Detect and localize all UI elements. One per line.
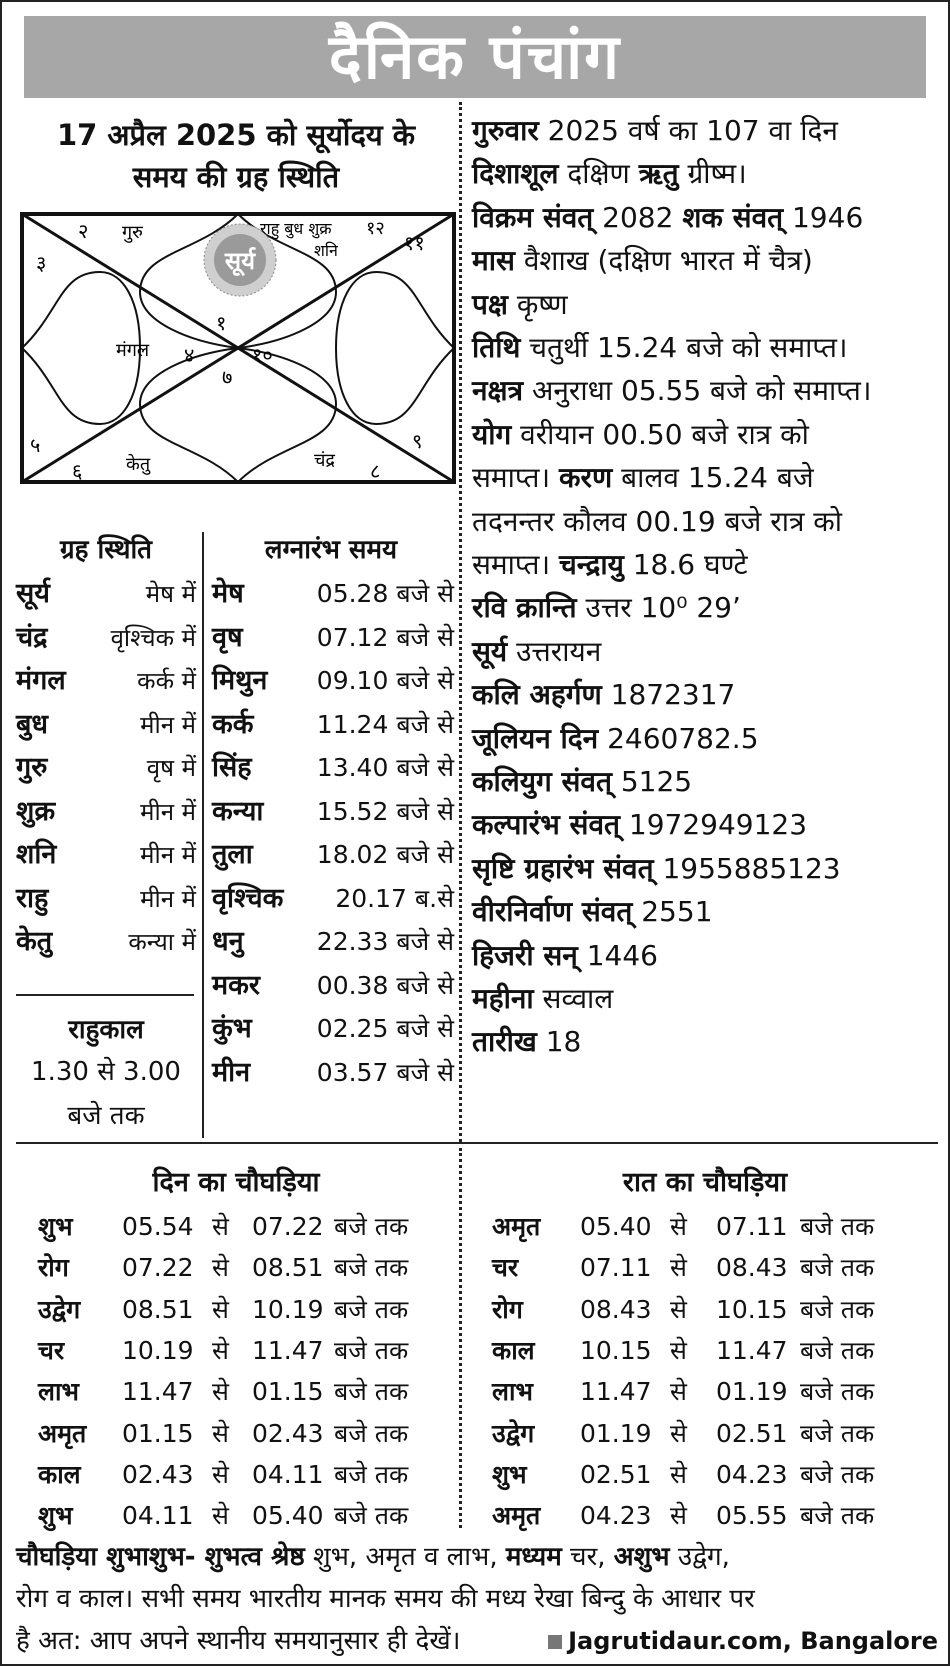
rashi-name: मेष xyxy=(212,578,244,609)
choghadiya-name: उद्वेग xyxy=(38,1294,81,1324)
choghadiya-name: अमृत xyxy=(492,1501,541,1531)
choghadiya-tak: बजे तक xyxy=(800,1335,875,1365)
graha-row xyxy=(16,616,196,660)
choghadiya-from: 11.47 xyxy=(580,1377,652,1407)
panchang-line xyxy=(472,195,942,241)
lagna-row xyxy=(212,616,454,660)
panchang-line xyxy=(472,282,942,328)
panchang-line xyxy=(472,151,942,197)
rashi-name: सिंह xyxy=(212,752,252,783)
footer-line: है अत: आप अपने स्थानीय समयानुसार ही देखें। xyxy=(16,1626,461,1656)
choghadiya-row xyxy=(480,1206,920,1247)
planet-sign: वृष में xyxy=(146,754,196,782)
choghadiya-tak: बजे तक xyxy=(334,1294,409,1324)
planet-chandra: चंद्र xyxy=(314,450,335,471)
panchang-key: तिथि xyxy=(472,331,521,364)
house-number: १२ xyxy=(366,218,385,239)
rashi-name: धनु xyxy=(212,926,244,957)
panchang-key: हिजरी सन् xyxy=(472,938,578,972)
panchang-line xyxy=(472,542,942,588)
choghadiya-from: 05.54 xyxy=(122,1212,194,1241)
rashi-name: कन्या xyxy=(212,795,264,827)
panchang-key: सृष्टि ग्रहारंभ संवत् xyxy=(472,851,654,885)
panchang-value: 18.6 घण्टे xyxy=(623,548,748,581)
panchang-key: तारीख xyxy=(472,1025,537,1059)
choghadiya-row xyxy=(22,1330,462,1371)
panchang-value: 1955885123 xyxy=(653,851,841,885)
graha-row xyxy=(16,659,196,703)
choghadiya-tak: बजे तक xyxy=(334,1335,409,1365)
panchang-line xyxy=(472,325,942,371)
panchang-line xyxy=(472,933,942,979)
choghadiya-name: शुभ xyxy=(492,1459,527,1489)
graha-row xyxy=(16,920,196,964)
choghadiya-se: से xyxy=(670,1253,687,1283)
choghadiya-to: 08.43 xyxy=(716,1253,788,1283)
choghadiya-to: 04.23 xyxy=(716,1459,788,1489)
footer-bold: चौघड़िया शुभाशुभ- शुभत्व श्रेष्ठ xyxy=(16,1542,305,1572)
lagna-time: 15.52 बजे से xyxy=(316,796,454,826)
lagna-row xyxy=(212,746,454,790)
planet-sign: वृश्चिक में xyxy=(110,623,196,652)
lagna-row xyxy=(212,572,454,616)
rashi-name: कर्क xyxy=(212,708,254,740)
lagna-time: 09.10 बजे से xyxy=(316,666,454,695)
planet-sign: मीन में xyxy=(140,797,196,826)
panchang-value: 1446 xyxy=(577,938,658,972)
choghadiya-to: 02.43 xyxy=(252,1418,324,1448)
graha-row xyxy=(16,877,196,921)
panchang-value: 2082 xyxy=(593,200,683,234)
graha-row xyxy=(16,833,196,877)
choghadiya-se: से xyxy=(670,1501,687,1531)
panchang-line xyxy=(472,108,942,154)
choghadiya-row xyxy=(22,1206,462,1247)
choghadiya-row xyxy=(480,1454,920,1495)
lagna-time: 20.17 ब.से xyxy=(335,883,454,913)
rahukal-heading: राहुकाल xyxy=(68,1015,144,1045)
raat-choghadiya-heading: रात का चौघड़िया xyxy=(622,1167,788,1198)
lagna-row xyxy=(212,964,454,1008)
planet-name: शनि xyxy=(16,839,57,870)
choghadiya-to: 08.51 xyxy=(252,1253,324,1283)
choghadiya-name: काल xyxy=(38,1459,81,1489)
choghadiya-from: 07.11 xyxy=(580,1253,652,1283)
lagna-row xyxy=(212,703,454,747)
panchang-value: चतुर्थी 15.24 बजे को समाप्त। xyxy=(520,331,848,364)
chart-heading-line-2: समय की ग्रह स्थिति xyxy=(132,160,340,194)
planet-name: गुरु xyxy=(16,752,48,783)
panchang-value: 2551 xyxy=(632,895,713,929)
choghadiya-se: से xyxy=(670,1418,687,1448)
panchang-line xyxy=(472,238,942,284)
planet-name: राहु xyxy=(16,882,49,914)
choghadiya-to: 07.11 xyxy=(716,1212,788,1241)
planet-guru: गुरु xyxy=(122,222,143,243)
planet-sign: मीन में xyxy=(140,710,196,739)
choghadiya-tak: बजे तक xyxy=(334,1212,409,1241)
planet-surya: सूर्य xyxy=(224,247,256,275)
planet-name: केतु xyxy=(16,926,53,957)
choghadiya-to: 01.15 xyxy=(252,1377,324,1407)
planet-sign: मेष में xyxy=(145,580,196,608)
din-choghadiya-heading: दिन का चौघड़िया xyxy=(152,1167,320,1198)
footer-note xyxy=(16,1536,938,1662)
panchang-value: सव्वाल xyxy=(533,982,614,1015)
house-number: २ xyxy=(78,219,89,243)
footer-text: चर, xyxy=(561,1542,614,1572)
choghadiya-to: 10.15 xyxy=(716,1294,788,1324)
panchang-line xyxy=(472,455,942,501)
choghadiya-from: 02.43 xyxy=(122,1459,194,1489)
choghadiya-row xyxy=(22,1371,462,1412)
panchang-value: समाप्त। xyxy=(472,548,560,581)
choghadiya-tak: बजे तक xyxy=(800,1377,875,1407)
choghadiya-tak: बजे तक xyxy=(800,1418,875,1448)
panchang-line xyxy=(472,1019,942,1065)
rahukal-time: 1.30 से 3.00 xyxy=(31,1057,181,1087)
rashi-name: मीन xyxy=(212,1056,251,1088)
choghadiya-name: लाभ xyxy=(492,1377,534,1407)
rashi-name: मिथुन xyxy=(212,665,268,696)
lagna-time: 18.02 बजे से xyxy=(316,840,454,869)
planet-top-right: राहु बुध शुक्र xyxy=(260,219,332,238)
choghadiya-se: से xyxy=(670,1294,687,1324)
planet-mangal: मंगल xyxy=(116,340,150,361)
panchang-key: जूलियन दिन xyxy=(472,721,599,755)
choghadiya-tak: बजे तक xyxy=(334,1418,409,1448)
choghadiya-se: से xyxy=(670,1459,687,1489)
choghadiya-se: से xyxy=(212,1212,229,1241)
panchang-value: समाप्त। xyxy=(472,461,560,495)
choghadiya-from: 08.43 xyxy=(580,1294,652,1324)
choghadiya-tak: बजे तक xyxy=(334,1377,409,1407)
house-number: ११ xyxy=(404,231,425,255)
panchang-value: वरीयान 00.50 बजे रात्र को xyxy=(511,417,809,451)
rahukal-suffix: बजे तक xyxy=(67,1101,145,1131)
choghadiya-to: 11.47 xyxy=(716,1335,788,1365)
choghadiya-se: से xyxy=(670,1377,687,1407)
choghadiya-name: काल xyxy=(492,1335,535,1365)
choghadiya-to: 11.47 xyxy=(252,1335,324,1365)
panchang-key: चन्द्रायु xyxy=(559,548,624,581)
panchang-key: ऋतु xyxy=(638,157,679,191)
footer-bold: अशुभ xyxy=(613,1542,670,1572)
choghadiya-name: चर xyxy=(492,1253,519,1283)
choghadiya-se: से xyxy=(212,1501,229,1531)
panchang-value: दक्षिण xyxy=(558,157,639,191)
panchang-line xyxy=(472,759,942,805)
planet-sign: मीन में xyxy=(140,884,196,913)
choghadiya-row xyxy=(480,1495,920,1536)
panchang-key: कलियुग संवत् xyxy=(472,765,612,798)
kundli-chart xyxy=(20,212,456,484)
panchang-line xyxy=(472,672,942,718)
panchang-value: बालव 15.24 बजे xyxy=(612,461,814,495)
title-banner xyxy=(24,16,926,98)
house-number: १० xyxy=(252,343,273,367)
graha-row xyxy=(16,572,196,616)
house-number: ४ xyxy=(184,343,195,367)
lagna-time: 02.25 बजे से xyxy=(316,1014,454,1043)
lagnarambh-heading: लग्नारंभ समय xyxy=(264,535,398,565)
choghadiya-name: रोग xyxy=(492,1294,523,1324)
choghadiya-from: 11.47 xyxy=(122,1377,194,1407)
footer-line: रोग व काल। सभी समय भारतीय मानक समय की मध्य रेखा बिन्दु के आधार पर xyxy=(16,1584,755,1614)
divider xyxy=(202,532,204,1138)
credit-text: Jagrutidaur.com, Bangalore xyxy=(568,1627,938,1655)
footer-bold: मध्यम xyxy=(505,1542,562,1572)
choghadiya-from: 08.51 xyxy=(122,1294,194,1324)
choghadiya-name: अमृत xyxy=(38,1418,87,1448)
panchang-line xyxy=(472,412,942,458)
choghadiya-row xyxy=(22,1413,462,1454)
panchang-value: 1872317 xyxy=(601,678,736,712)
choghadiya-se: से xyxy=(212,1377,229,1407)
credit xyxy=(548,1620,938,1662)
choghadiya-to: 04.11 xyxy=(252,1459,324,1489)
choghadiya-to: 05.55 xyxy=(716,1501,788,1531)
choghadiya-name: शुभ xyxy=(38,1501,73,1531)
panchang-line xyxy=(472,368,942,414)
choghadiya-row xyxy=(480,1247,920,1288)
panchang-key: रवि क्रान्ति xyxy=(472,591,577,625)
lagna-time: 13.40 बजे से xyxy=(316,753,454,782)
panchang-value: उत्तरायन xyxy=(507,634,602,668)
panchang-value: 2460782.5 xyxy=(598,721,759,755)
panchang-line xyxy=(472,976,942,1022)
square-icon xyxy=(548,1635,562,1649)
planet-sign: मीन में xyxy=(140,841,196,869)
choghadiya-row xyxy=(22,1495,462,1536)
rashi-name: वृश्चिक xyxy=(212,882,284,914)
planet-shani: शनि xyxy=(314,241,338,260)
choghadiya-se: से xyxy=(212,1459,229,1489)
panchang-key: महीना xyxy=(472,982,534,1015)
choghadiya-row xyxy=(480,1371,920,1412)
choghadiya-from: 04.11 xyxy=(122,1501,194,1531)
planet-name: बुध xyxy=(16,708,49,740)
choghadiya-row xyxy=(22,1454,462,1495)
lagna-time: 05.28 बजे से xyxy=(316,579,454,608)
lagna-time: 07.12 बजे से xyxy=(316,622,454,652)
choghadiya-row xyxy=(480,1289,920,1330)
panchang-key: कल्पारंभ संवत् xyxy=(472,808,621,842)
planet-name: मंगल xyxy=(16,665,66,696)
choghadiya-se: से xyxy=(212,1335,229,1365)
panchang-value: उत्तर 10⁰ 29’ xyxy=(576,591,741,625)
rashi-name: तुला xyxy=(212,839,253,870)
choghadiya-from: 01.15 xyxy=(122,1418,194,1448)
panchang-value: कृष्ण xyxy=(507,287,568,321)
house-number: ९ xyxy=(412,429,423,453)
choghadiya-name: लाभ xyxy=(38,1377,80,1407)
choghadiya-tak: बजे तक xyxy=(800,1212,875,1241)
choghadiya-row xyxy=(480,1413,920,1454)
choghadiya-from: 10.15 xyxy=(580,1335,652,1365)
lagna-time: 03.57 बजे से xyxy=(316,1057,454,1087)
choghadiya-tak: बजे तक xyxy=(800,1253,875,1283)
panchang-key: विक्रम संवत् xyxy=(472,200,594,234)
choghadiya-name: चर xyxy=(38,1335,65,1365)
rashi-name: कुंभ xyxy=(212,1013,252,1044)
choghadiya-to: 02.51 xyxy=(716,1418,788,1448)
choghadiya-se: से xyxy=(212,1418,229,1448)
panchang-key: कलि अहर्गण xyxy=(472,678,602,712)
panchang-value: वैशाख (दक्षिण भारत में चैत्र) xyxy=(514,244,813,278)
choghadiya-se: से xyxy=(670,1335,687,1365)
choghadiya-name: शुभ xyxy=(38,1212,73,1241)
chart-heading-line-1: 17 अप्रैल 2025 को सूर्योदय के xyxy=(56,118,416,152)
planet-name: शुक्र xyxy=(16,795,56,827)
choghadiya-row xyxy=(22,1247,462,1288)
panchang-value: 1972949123 xyxy=(620,808,808,842)
panchang-value: ग्रीष्म। xyxy=(678,157,747,191)
footer-text: उद्वेग, xyxy=(669,1542,730,1572)
house-number: ५ xyxy=(30,433,41,457)
panchang-key: करण xyxy=(559,461,613,495)
planet-name: चंद्र xyxy=(16,621,48,653)
choghadiya-from: 01.19 xyxy=(580,1418,652,1448)
panchang-line xyxy=(472,585,942,631)
graha-row xyxy=(16,703,196,747)
lagna-row xyxy=(212,790,454,834)
graha-row xyxy=(16,790,196,834)
chart-heading xyxy=(16,114,456,198)
divider xyxy=(459,102,462,1142)
choghadiya-name: अमृत xyxy=(492,1212,541,1241)
house-number: ७ xyxy=(222,365,233,389)
panchang-line xyxy=(472,802,942,848)
lagna-row xyxy=(212,833,454,877)
choghadiya-row xyxy=(22,1289,462,1330)
planet-sign: कन्या में xyxy=(128,928,196,956)
panchang-key: दिशाशूल xyxy=(472,157,559,191)
choghadiya-name: रोग xyxy=(38,1253,69,1283)
choghadiya-tak: बजे तक xyxy=(334,1253,409,1283)
choghadiya-from: 05.40 xyxy=(580,1212,652,1241)
choghadiya-name: उद्वेग xyxy=(492,1418,535,1448)
lagna-row xyxy=(212,659,454,703)
choghadiya-to: 10.19 xyxy=(252,1294,324,1324)
choghadiya-tak: बजे तक xyxy=(334,1459,409,1489)
choghadiya-tak: बजे तक xyxy=(334,1501,409,1531)
lagna-time: 22.33 बजे से xyxy=(316,927,454,956)
planet-sign: कर्क में xyxy=(137,667,196,695)
panchang-key: गुरुवार xyxy=(472,114,539,147)
panchang-value: तदनन्तर कौलव 00.19 बजे रात्र को xyxy=(472,504,843,538)
panchang-key: वीरनिर्वाण संवत् xyxy=(472,895,633,929)
house-number: ८ xyxy=(370,459,381,483)
panchang-key: नक्षत्र xyxy=(472,374,524,408)
panchang-value: 2025 वर्ष का 107 वा दिन xyxy=(538,114,838,147)
choghadiya-to: 07.22 xyxy=(252,1212,324,1241)
lagna-time: 00.38 बजे से xyxy=(316,970,454,1000)
choghadiya-from: 07.22 xyxy=(122,1253,194,1283)
choghadiya-to: 01.19 xyxy=(716,1377,788,1407)
panchang-line xyxy=(472,889,942,935)
choghadiya-se: से xyxy=(212,1294,229,1324)
house-number: १ xyxy=(216,311,227,335)
house-number: ३ xyxy=(36,251,47,275)
house-number: ६ xyxy=(72,459,83,483)
panchang-value: 1946 xyxy=(783,200,864,234)
lagna-row xyxy=(212,1051,454,1095)
choghadiya-from: 04.23 xyxy=(580,1501,652,1531)
choghadiya-from: 10.19 xyxy=(122,1335,194,1365)
choghadiya-tak: बजे तक xyxy=(800,1501,875,1531)
panchang-key: पक्ष xyxy=(472,287,508,321)
divider xyxy=(16,1142,938,1144)
panchang-key: सूर्य xyxy=(472,634,508,668)
panchang-value: 18 xyxy=(536,1025,582,1059)
graha-row xyxy=(16,746,196,790)
page-title: दैनिक पंचांग xyxy=(328,20,622,93)
panchang-key: शक संवत् xyxy=(682,200,784,234)
choghadiya-tak: बजे तक xyxy=(800,1459,875,1489)
choghadiya-se: से xyxy=(670,1212,687,1241)
footer-text: शुभ, अमृत व लाभ, xyxy=(304,1542,506,1572)
rashi-name: वृष xyxy=(212,621,243,653)
planet-ketu: केतु xyxy=(126,454,151,475)
panchang-value: अनुराधा 05.55 बजे को समाप्त। xyxy=(523,374,872,408)
lagna-time: 11.24 बजे से xyxy=(316,709,454,739)
lagna-row xyxy=(212,920,454,964)
lagna-row xyxy=(212,1007,454,1051)
lagna-row xyxy=(212,877,454,921)
graha-sthiti-heading: ग्रह स्थिति xyxy=(59,535,153,565)
panchang-line xyxy=(472,629,942,675)
panchang-line xyxy=(472,716,942,762)
panchang-value: 5125 xyxy=(611,765,693,798)
choghadiya-from: 02.51 xyxy=(580,1459,652,1489)
choghadiya-row xyxy=(480,1330,920,1371)
panchang-line xyxy=(472,846,942,892)
divider xyxy=(16,994,194,996)
choghadiya-se: से xyxy=(212,1253,229,1283)
choghadiya-to: 05.40 xyxy=(252,1501,324,1531)
choghadiya-tak: बजे तक xyxy=(800,1294,875,1324)
planet-name: सूर्य xyxy=(16,578,50,609)
panchang-key: मास xyxy=(472,244,515,278)
panchang-line xyxy=(472,499,942,545)
rashi-name: मकर xyxy=(212,969,260,1001)
panchang-key: योग xyxy=(472,417,512,451)
